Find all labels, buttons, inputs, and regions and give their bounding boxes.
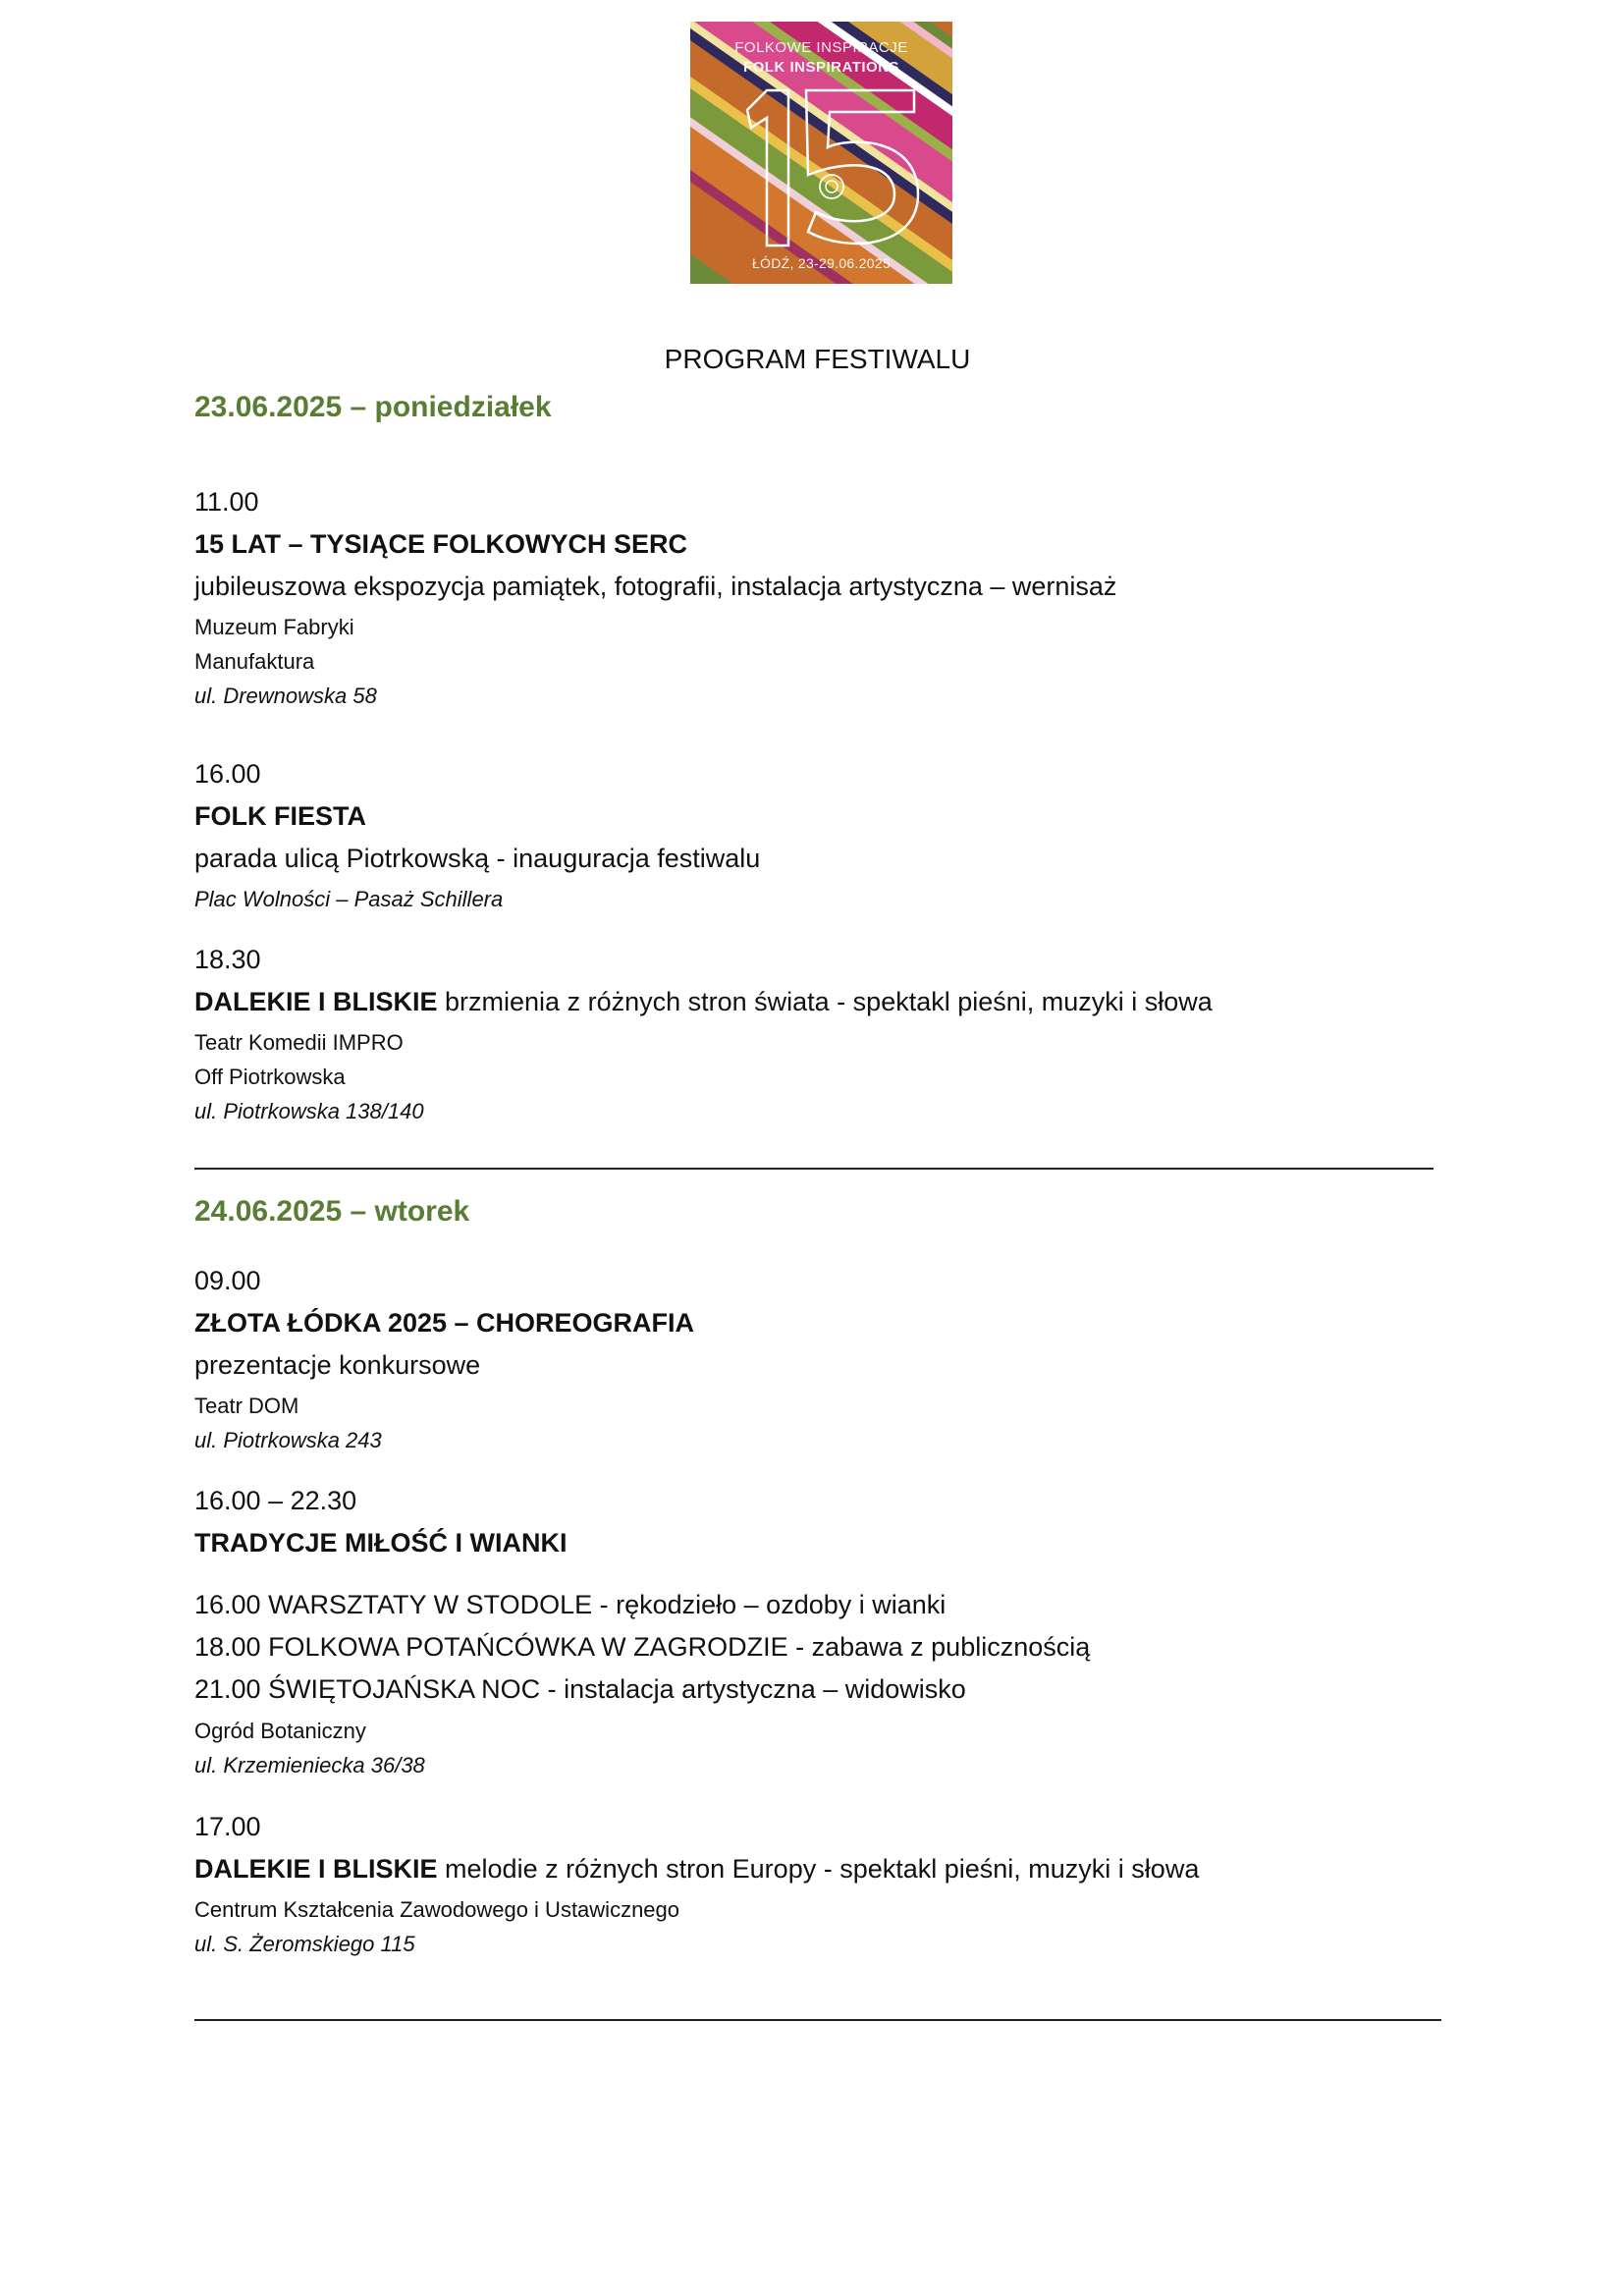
event-venue: Manufaktura — [194, 649, 315, 674]
event-time: 11.00 — [194, 487, 259, 517]
page-title: PROGRAM FESTIWALU — [664, 344, 971, 374]
event-description: melodie z różnych stron Europy - spektakl pieśni, muzyki i słowa — [437, 1854, 1200, 1884]
event-venue: Teatr DOM — [194, 1394, 299, 1418]
event-time: 17.00 — [194, 1812, 261, 1841]
logo-line1: FOLKOWE INSPIRACJE — [734, 39, 908, 56]
day-date: 24.06.2025 – wtorek — [194, 1195, 470, 1228]
event-venue: Off Piotrkowska — [194, 1065, 346, 1089]
event-time: 16.00 – 22.30 — [194, 1486, 357, 1515]
event-address: ul. Piotrkowska 243 — [194, 1428, 382, 1452]
event-description: brzmienia z różnych stron świata - spektakl pieśni, muzyki i słowa — [437, 987, 1213, 1016]
event-venue: Centrum Kształcenia Zawodowego i Ustawicznego — [194, 1897, 680, 1922]
event-name: ZŁOTA ŁÓDKA 2025 – CHOREOGRAFIA — [194, 1308, 695, 1338]
logo-footer: ŁÓDŹ, 23-29.06.2025 — [751, 255, 892, 271]
event-description: prezentacje konkursowe — [194, 1350, 481, 1380]
program-item: 16.00 WARSZTATY W STODOLE - rękodzieło – ozdoby i wianki — [194, 1590, 947, 1619]
event-name: TRADYCJE MIŁOŚĆ I WIANKI — [194, 1528, 568, 1558]
event-name: FOLK FIESTA — [194, 801, 366, 831]
event-venue: Teatr Komedii IMPRO — [194, 1030, 404, 1055]
event-time: 18.30 — [194, 945, 261, 974]
event-venue: Muzeum Fabryki — [194, 615, 354, 639]
event-address: Plac Wolności – Pasaż Schillera — [194, 887, 504, 911]
event-address: ul. Krzemieniecka 36/38 — [194, 1753, 425, 1777]
event-description: parada ulicą Piotrkowską - inauguracja festiwalu — [194, 844, 761, 873]
event-description: jubileuszowa ekspozycja pamiątek, fotografii, instalacja artystyczna – wernisaż — [194, 572, 1117, 601]
event-venue: Ogród Botaniczny — [194, 1719, 366, 1743]
event-address: ul. S. Żeromskiego 115 — [194, 1932, 415, 1956]
event-address: ul. Drewnowska 58 — [194, 683, 377, 708]
event-title-line — [194, 1854, 1199, 1885]
day-date: 23.06.2025 – poniedziałek — [194, 391, 552, 423]
event-title-line — [194, 987, 1213, 1017]
section-divider — [194, 1168, 1434, 1170]
event-time: 09.00 — [194, 1266, 261, 1295]
logo-line2: FOLK INSPIRATIONS — [742, 59, 900, 76]
program-item: 21.00 ŚWIĘTOJAŃSKA NOC - instalacja artystyczna – widowisko — [194, 1674, 966, 1704]
event-name: DALEKIE I BLISKIE — [194, 1854, 438, 1884]
section-divider — [194, 2019, 1441, 2021]
festival-logo — [690, 22, 952, 284]
event-name: 15 LAT – TYSIĄCE FOLKOWYCH SERC — [194, 529, 688, 559]
event-name: DALEKIE I BLISKIE — [194, 987, 438, 1016]
event-address: ul. Piotrkowska 138/140 — [194, 1099, 424, 1123]
program-item: 18.00 FOLKOWA POTAŃCÓWKA W ZAGRODZIE - zabawa z publicznością — [194, 1632, 1091, 1662]
event-time: 16.00 — [194, 759, 261, 789]
